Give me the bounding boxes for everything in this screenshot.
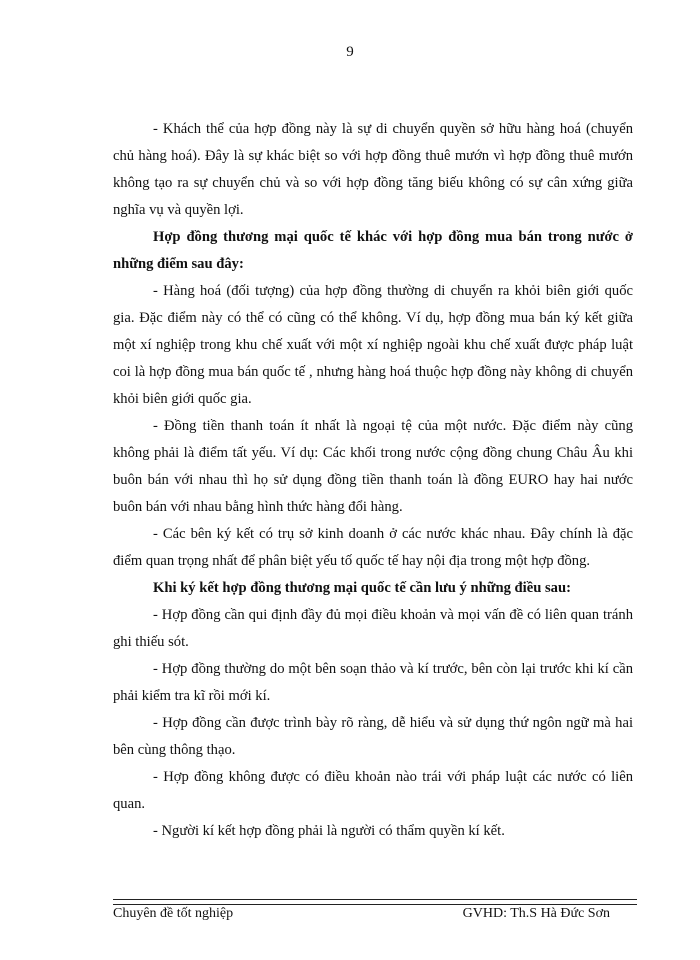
paragraph-goods-cross-border: - Hàng hoá (đối tượng) của hợp đồng thường di chuyển ra khỏi biên giới quốc gia. Đặc điểm này có thể có cũng có thể không. Ví dụ, hợp đồng mua bán ký kết giữa một xí nghiệp trong khu chế xuất với một xí nghiệp ngoài khu chế xuất được pháp luật coi là hợp đồng mua bán quốc tế , nhưng hàng hoá thuộc hợp đồng này không di chuyển khỏi biên giới quốc gia.: [113, 283, 633, 407]
heading-international-vs-domestic: Hợp đồng thương mại quốc tế khác với hợp đồng mua bán trong nước ở những điểm sau đây:: [113, 229, 633, 272]
paragraph-note-full-terms: - Hợp đồng cần qui định đầy đủ mọi điều khoản và mọi vấn đề có liên quan tránh ghi thiếu sót.: [113, 607, 633, 650]
paragraph-business-location: - Các bên ký kết có trụ sở kinh doanh ở các nước khác nhau. Đây chính là đặc điểm quan trọng nhất để phân biệt yếu tố quốc tế hay nội địa trong một hợp đồng.: [113, 526, 633, 569]
paragraph-note-authorized-signer: - Người kí kết hợp đồng phải là người có thẩm quyền kí kết.: [153, 823, 505, 839]
heading-signing-notes: Khi ký kết hợp đồng thương mại quốc tế cần lưu ý những điều sau:: [153, 580, 571, 596]
body-text: [113, 116, 633, 845]
paragraph-note-clear-language: - Hợp đồng cần được trình bày rõ ràng, dễ hiểu và sử dụng thứ ngôn ngữ mà hai bên cùng thông thạo.: [113, 715, 633, 758]
paragraph-note-legal-compliance: - Hợp đồng không được có điều khoản nào trái với pháp luật các nước có liên quan.: [113, 769, 633, 812]
footer-thesis-title: Chuyên đề tốt nghiệp: [113, 906, 234, 921]
page-number: 9: [346, 44, 354, 60]
footer-divider: [113, 899, 637, 905]
paragraph-ownership-transfer: - Khách thể của hợp đồng này là sự di chuyển quyền sở hữu hàng hoá (chuyển chủ hàng hoá). Đây là sự khác biệt so với hợp đồng thuê mướn vì hợp đồng thuê mướn không tạo ra sự chuyển chủ và so với hợp đồng tăng biếu không có sự cân xứng giữa nghĩa vụ và quyền lợi.: [113, 121, 633, 218]
footer-advisor: GVHD: Th.S Hà Đức Sơn: [462, 906, 610, 921]
paragraph-note-review-before-sign: - Hợp đồng thường do một bên soạn thảo và kí trước, bên còn lại trước khi kí cần phải kiểm tra kĩ rồi mới kí.: [113, 661, 633, 704]
paragraph-payment-currency: - Đồng tiền thanh toán ít nhất là ngoại tệ của một nước. Đặc điểm này cũng không phải là điểm tất yếu. Ví dụ: Các khối trong nước cộng đồng chung Châu Âu khi buôn bán với nhau thì họ sử dụng đồng tiền thanh toán là đồng EURO hay hai nước buôn bán với nhau bằng hình thức hàng đổi hàng.: [113, 418, 633, 515]
